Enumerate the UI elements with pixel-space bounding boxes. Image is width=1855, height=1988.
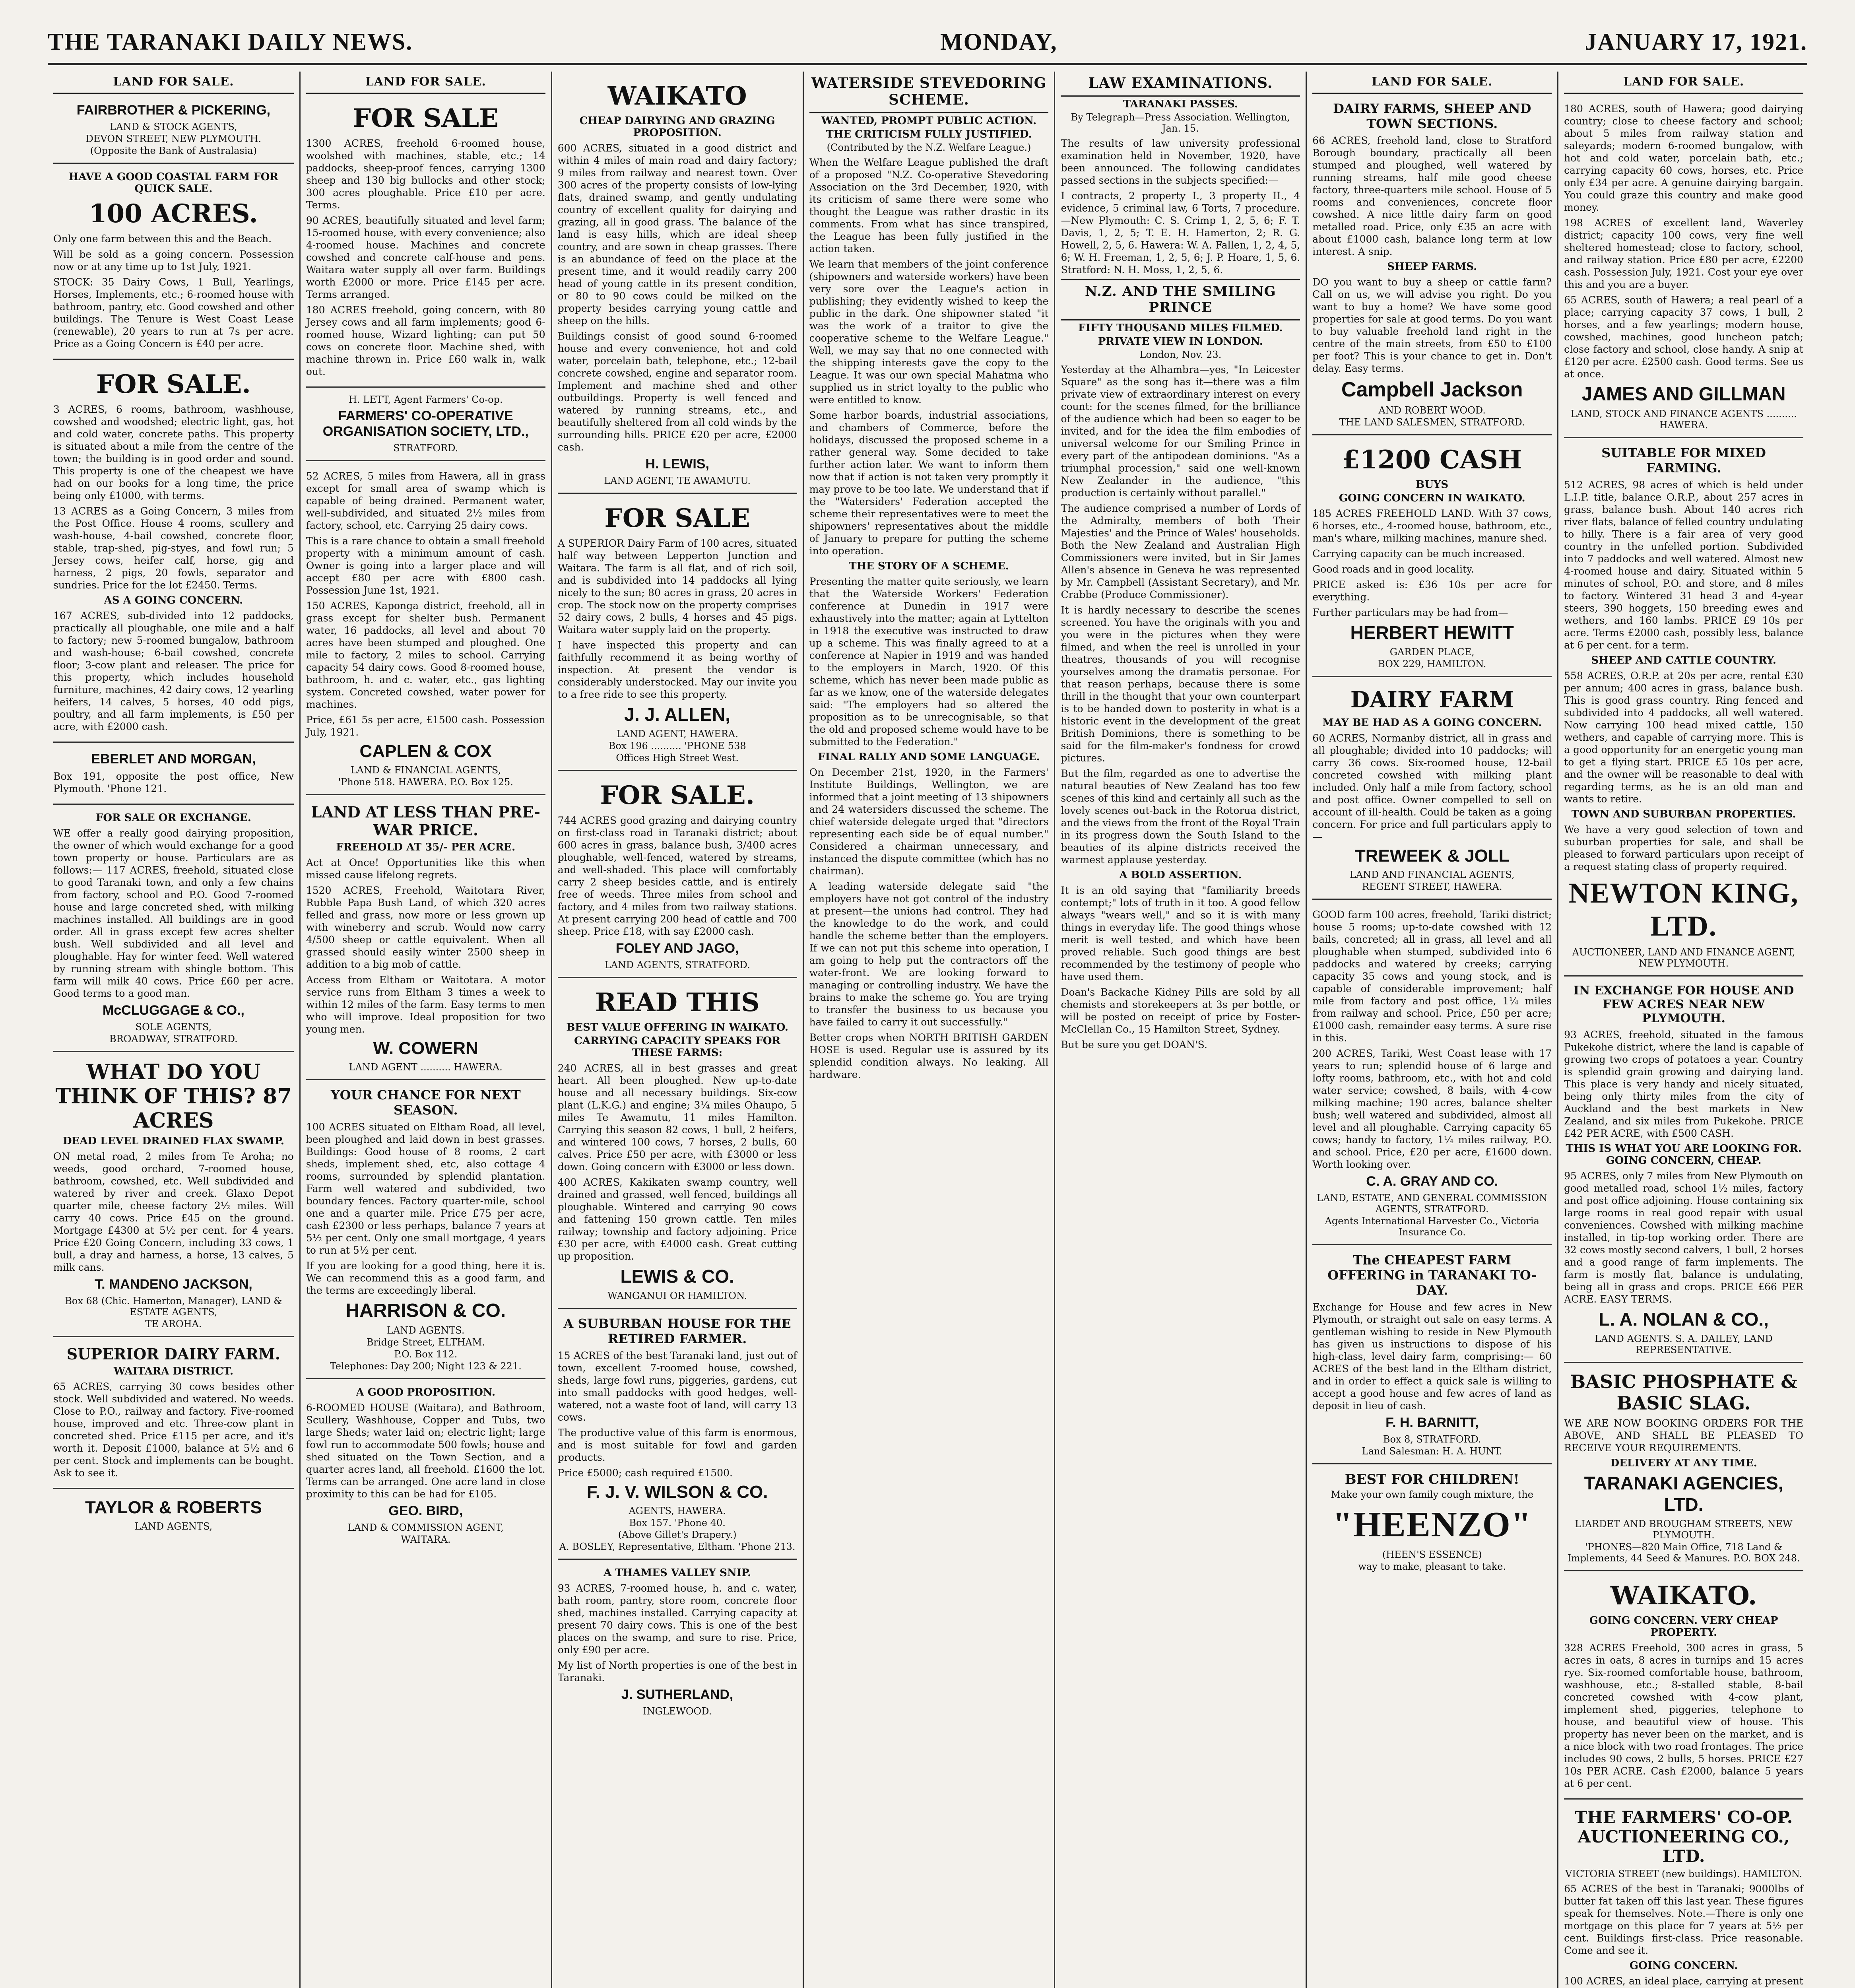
advert	[1564, 1363, 1803, 1571]
advert-text: My list of North properties is one of the best in Taranaki.	[557, 1660, 797, 1683]
article-paragraph: On December 21st, 1920, in the Farmers' Institute Buildings, Wellington, we are informed that a joint meeting of 13 shipowners and 24 watersiders discussed the scheme. The chief waterside delegate urged that "directors representing each side be of equal number." Considered a chairman unnecessary, and instanced the dispute committee (which has no chairman).	[809, 767, 1049, 877]
agent-line: AGENTS, HAWERA.	[629, 1505, 726, 1516]
advert-text: 13 ACRES as a Going Concern, 3 miles from the Post Office. House 4 rooms, scullery and wash-house, 4-bail cowshed, concrete floor, stable, trap-shed, pig-styes, and fowl run; 5 Jersey cows, heifer calf, horse, gig and harness, 2 pigs, 20 fowls, separator and sundries. Price for the lot £2450. Terms.	[53, 505, 294, 591]
advert-subheading: TOWN AND SUBURBAN PROPERTIES.	[1571, 808, 1796, 820]
agent-address: Box 191, opposite the post office, New Plymouth. 'Phone 121.	[53, 771, 294, 794]
advert	[1312, 1464, 1552, 1578]
advert-text: 198 ACRES of excellent land, Waverley district; capacity 100 cows, very fine well sheltered homestead; close to factory, school, and railway station. Price £80 per acre, £2200 cash. Possession July, 1921. Cost your eye over this and you are a buyer.	[1564, 217, 1804, 290]
agent-name: J. J. ALLEN,	[624, 704, 730, 725]
article-paragraph: It is an old saying that "familiarity breeds contempt;" lots of truth in it too. A good fellow always "wears well," and so it is with many things in everyday life. The good things whose merit is well tested, and which have been proved reliable. Such good things are best recommended by the testimony of people who have used them.	[1061, 885, 1300, 982]
heenzo-logo: "HEENZO"	[1332, 1505, 1532, 1544]
advert-heading: DAIRY FARMS, SHEEP AND TOWN SECTIONS.	[1333, 101, 1531, 131]
advert-subheading: GOING CONCERN IN WAIKATO.	[1339, 492, 1525, 504]
advert	[558, 978, 797, 1309]
advert-title: WHAT DO YOU THINK OF THIS? 87 ACRES	[55, 1060, 292, 1133]
advert-text: 60 ACRES, Normanby district, all in grass and all ploughable; divided into 10 paddocks; will carry 36 cows. Six-roomed house, 12-bail concreted cowshed with milking plant included. Only half a mile from factory, school and post office. Owner compelled to sell on account of ill-health. Could be taken as a going concern. For price and full particulars apply to—	[1312, 732, 1552, 843]
advert-text: Good roads and in good locality.	[1312, 563, 1474, 575]
agent-name: J. SUTHERLAND,	[621, 1687, 733, 1702]
advert	[558, 1309, 797, 1560]
advert	[306, 795, 545, 1080]
article-subhead: FINAL RALLY AND SOME LANGUAGE.	[818, 751, 1040, 763]
article-subhead: PRIVATE VIEW IN LONDON.	[1098, 336, 1263, 348]
agent-line: STRATFORD.	[393, 443, 458, 454]
advert-subheading: GOING CONCERN.	[1629, 1960, 1738, 1972]
advert-text: 150 ACRES, Kaponga district, freehold, all in grass except for shelter bush. Permanent water, 16 paddocks, all level and about 70 acres have been stumped and ploughed. One mile to factory, 2 miles to school. Carrying capacity 54 dairy cows. Good 8-roomed house, bathroom, h. and c. water, etc., gas lighting system. Concreted cowshed, water power for machines.	[306, 600, 545, 710]
advert	[306, 1080, 545, 1379]
agent-name: W. COWERN	[373, 1039, 478, 1058]
agent-line: LIARDET AND BROUGHAM STREETS, NEW PLYMOUTH.	[1575, 1518, 1793, 1541]
advert-title: WAIKATO	[607, 81, 747, 111]
advert-text: 52 ACRES, 5 miles from Hawera, all in grass except for small area of swamp which is capable of being drained. Permanent water, well-subdivided, and situated 2½ miles from factory, school, etc. Carrying 25 dairy cows.	[306, 470, 545, 531]
agent-line: REGENT STREET, HAWERA.	[1362, 881, 1502, 892]
agent-name: HARRISON & CO.	[345, 1300, 506, 1321]
advert-text: 180 ACRES freehold, going concern, with 80 Jersey cows and all farm implements; good 6-roomed house, Wizard lighting; can put 50 cows on concrete floor. Machine shed, with machine thrown in. Price £60 walk in, walk out.	[306, 304, 545, 377]
article-paragraph: I contracts, 2 property I., 3 property II., 4 evidence, 5 criminal law, 6 Torts, 7 procedure.—New Plymouth: C. S. Crimp 1, 2, 5, 6; F. T. Davis, 1, 2, 5; T. E. H. Hamerton, 2; R. G. Howell, 2, 5, 6. Hawera: W. A. Fallen, 1, 2, 4, 5, 6; W. H. Freeman, 1, 2, 5, 6; J. P. Hoare, 1, 5, 6. Stratford: N. H. Moss, 1, 2, 5, 6.	[1061, 190, 1300, 276]
advert	[1312, 900, 1552, 1245]
advert-title: DAIRY FARM	[1350, 687, 1514, 713]
advert	[1564, 94, 1803, 438]
agent-name: LEWIS & CO.	[620, 1266, 734, 1287]
advert-subheading: BEST VALUE OFFERING IN WAIKATO.	[566, 1021, 788, 1033]
agent-line: WAITARA.	[401, 1534, 451, 1545]
agent-line: SOLE AGENTS,	[135, 1021, 212, 1033]
article-dateline: London, Nov. 23.	[1139, 349, 1222, 360]
advert-text: 65 ACRES, carrying 30 cows besides other stock. Well subdivided and watered. No weeds. Close to P.O., railway and factory. Five-roomed house, improved and etc. Three-cow plant in concreted shed. Price £115 per acre, and it's worth it. Deposit £1000, balance at 5½ and 6 per cent. Stock and implements can be bought. Ask to see it.	[53, 1381, 294, 1479]
column-heading: LAND FOR SALE.	[306, 72, 545, 94]
advert-title: FOR SALE.	[600, 780, 755, 810]
article-paragraph: But the film, regarded as one to advertise the natural beauties of New Zealand has too few scenes of this kind and certainly all such as the lovely scenes out-back in the Rotorua district, and the views from the front of the Royal Train in its progress down the South Island to the beauties of its alpine districts received the warmest applause yesterday.	[1061, 768, 1300, 866]
column-6	[1306, 72, 1557, 1988]
advert-text: Will be sold as a going concern. Possession now or at any time up to 1st July, 1921.	[53, 248, 294, 272]
advert	[53, 94, 294, 164]
advert-heading: YOUR CHANCE FOR NEXT SEASON.	[330, 1087, 521, 1118]
agent-line: AND ROBERT WOOD.	[1378, 405, 1486, 416]
masthead-date: JANUARY 17, 1921.	[1585, 28, 1807, 55]
advert-text: Act at Once! Opportunities like this when missed cause lifelong regrets.	[306, 857, 545, 881]
agent-line: (Above Gillet's Drapery.)	[618, 1529, 737, 1540]
column-heading: LAND FOR SALE.	[1312, 72, 1552, 94]
advert-text: 3 ACRES, 6 rooms, bathroom, washhouse, cowshed and woodshed; electric light, gas, hot and cold water, concrete paths. This property is situated about a mile from the centre of the town; the building is in good order and sound. This property is one of the cheapest we have had on our books for a long time, the price being only £1000, with terms.	[53, 404, 294, 501]
agent-line: LAND AGENT, HAWERA.	[616, 728, 738, 740]
advert-subheading: SHEEP FARMS.	[1387, 261, 1477, 273]
agent-name: GEO. BIRD,	[388, 1503, 463, 1518]
advert-text: Buildings consist of good sound 6-roomed house and every convenience, hot and cold water, porcelain bath, telephone, etc.; 12-bail concrete cowshed, engine and separator room. Implement and machine shed and other outbuildings. Property is well fenced and watered by running streams, etc., and beautifully sheltered from all cold winds by the surrounding hills. PRICE £20 per acre, £2000 cash.	[557, 330, 797, 453]
agent-name: C. A. GRAY AND CO.	[1366, 1174, 1498, 1189]
advert-subheading: SHEEP AND CATTLE COUNTRY.	[1591, 654, 1776, 666]
agent-name: L. A. NOLAN & CO.,	[1599, 1309, 1769, 1330]
column-3	[551, 72, 803, 1988]
column-5	[1054, 72, 1306, 1988]
advert	[1564, 438, 1803, 977]
advert	[306, 388, 545, 461]
column-4	[803, 72, 1054, 1988]
advert-text: 400 ACRES, Kakikaten swamp country, well drained and grassed, well fenced, buildings all ploughable. Wintered and carrying 90 cows and fattening 150 grown cattle. Ten miles railway; township and factory adjoining. Price £30 per acre, with £4000 cash. Great cutting up proposition.	[557, 1176, 797, 1262]
advert-subheading: THIS IS WHAT YOU ARE LOOKING FOR. GOING CONCERN, CHEAP.	[1566, 1143, 1802, 1167]
advert-heading: HAVE A GOOD COASTAL FARM FOR QUICK SALE.	[68, 171, 279, 195]
article-paragraph: Presenting the matter quite seriously, we learn that the Waterside Workers' Federation conference at Dunedin in 1917 were exhaustively into the matter; again at Lyttelton in 1918 the executive was instructed to draw up a scheme. This was finally agreed to at a conference at Napier in 1919 and was handed to the employers in March, 1920. Of this scheme, which has never been made public as far as we know, one of the waterside delegates said: "The employers had so altered the proposition as to be unrecognisable, so that the old and proposed scheme would have to be submitted to the Federation."	[809, 576, 1049, 747]
agent-name: H. LEWIS,	[645, 456, 709, 472]
agent-line: LAND AGENTS. S. A. DAILEY, LAND REPRESENTATIVE.	[1595, 1333, 1773, 1355]
agent-line: TE AROHA.	[145, 1318, 202, 1330]
advert-text: Access from Eltham or Waitotara. A motor service runs from Eltham 3 times a week to within 12 miles of the farm. Easy terms to men who will improve. Ideal proposition for two young men.	[306, 974, 545, 1035]
agent-name: FOLEY AND JAGO,	[615, 941, 739, 956]
advert-text: PRICE asked is: £36 10s per acre for everything.	[1312, 579, 1552, 603]
advert-text: 93 ACRES, 7-roomed house, h. and c. water, bath room, pantry, store room, concrete floor shed, machines installed. Carrying capacity at present 70 dairy cows. This is one of the best places on the swamp, and sure to rise. Price, only £90 per acre.	[557, 1582, 797, 1656]
agent-line: BOX 229, HAMILTON.	[1378, 658, 1486, 670]
advert-text: 328 ACRES Freehold, 300 acres in grass, 5 acres in oats, 8 acres in turnips and 15 acres rye. Six-roomed comfortable house, bathroom, washhouse, etc.; 8-stalled stable, 8-bail concreted cowshed with 4-cow plant, implement shed, piggeries, telephone to house, and beautiful view of house. This property has never been on the market, and is a nice block with two road frontages. The price includes 90 cows, 2 bulls, 5 horses. PRICE £27 10s PER ACRE. Cash £2000, balance 5 years at 6 per cent.	[1564, 1642, 1804, 1789]
advert-title: WAIKATO.	[1610, 1581, 1757, 1611]
advert	[53, 1052, 294, 1337]
masthead	[48, 24, 1807, 60]
agent-line: Land Salesman: H. A. HUNT.	[1362, 1446, 1502, 1457]
article-headline: WATERSIDE STEVEDORING SCHEME.	[809, 72, 1049, 113]
advert-title: SUPERIOR DAIRY FARM.	[66, 1345, 281, 1363]
agent-line: LAND AGENTS, STRATFORD.	[604, 959, 750, 971]
agent-line: DEVON STREET, NEW PLYMOUTH.	[85, 133, 262, 144]
advert	[1312, 1245, 1552, 1464]
agent-name: F. H. BARNITT,	[1385, 1415, 1479, 1430]
agent-line: LAND AGENTS,	[134, 1521, 213, 1532]
agent-name: TAYLOR & ROBERTS	[85, 1498, 262, 1517]
article-paragraph: When the Welfare League published the draft of a proposed "N.Z. Co-operative Stevedoring Association on the 3rd December, 1920, with its criticism of same there were some who thought the League was rather drastic in its comments. From what has since transpired, the League has been fully justified in the action taken.	[809, 157, 1049, 254]
advert-tagline: way to make, pleasant to take.	[1358, 1561, 1506, 1572]
advert	[306, 94, 545, 388]
masthead-rule	[48, 63, 1807, 65]
agent-name: CAPLEN & COX	[359, 742, 492, 761]
advert	[53, 743, 294, 805]
agent-line: Bridge Street, ELTHAM.	[366, 1337, 485, 1348]
agent-line: 'PHONES—820 Main Office, 718 Land & Implements, 44 Seed & Manures. P.O. BOX 248.	[1567, 1541, 1800, 1564]
article-subhead: FIFTY THOUSAND MILES FILMED.	[1078, 322, 1283, 334]
advert-title: £1200 CASH	[1342, 445, 1522, 475]
advert-title: FOR SALE.	[96, 369, 251, 399]
advert	[306, 461, 545, 795]
advert	[558, 494, 797, 771]
advert-text: 744 ACRES good grazing and dairying country on first-class road in Taranaki district; about 600 acres in grass, balance bush, 3/400 acres ploughable, well-fenced, watered by streams, and well-shaded. This place will comfortably carry 2 sheep besides cattle, and is entirely free of weeds. Three miles from school and factory, and 4 miles from two railway stations. At present carrying 200 head of cattle and 700 sheep. Price £18, with say £2000 cash.	[557, 815, 797, 937]
advert-text: Price, £61 5s per acre, £1500 cash. Possession July, 1921.	[306, 714, 545, 738]
agent-line: VICTORIA STREET (new buildings). HAMILTON.	[1565, 1868, 1802, 1879]
agent-line: LAND AGENT, TE AWAMUTU.	[604, 475, 751, 486]
agent-line: LAND AGENTS.	[387, 1325, 465, 1336]
advert	[53, 1489, 294, 1538]
agent-line: H. LETT, Agent Farmers' Co-op.	[348, 394, 503, 405]
masthead-day: MONDAY,	[940, 28, 1058, 55]
advert-subheading: FREEHOLD AT 35/- PER ACRE.	[336, 841, 516, 853]
advert-text: 100 ACRES situated on Eltham Road, all level, been ploughed and laid down in best grasses. Buildings: Good house of 8 rooms, 2 cart sheds, implement shed, etc, also cottage 4 rooms, surrounded by splendid plantation. Farm well watered and subdivided, two boundary fences. Factory quarter-mile, school one and a quarter mile. Price £75 per acre, cash £2300 or less perhaps, balance 7 years at 5½ per cent. Only one small mortgage, 4 years to run at 5½ per cent.	[306, 1121, 545, 1256]
advert-heading: SUITABLE FOR MIXED FARMING.	[1601, 445, 1766, 476]
advert-subheading: DEAD LEVEL DRAINED FLAX SWAMP.	[62, 1135, 284, 1147]
advert	[1564, 977, 1803, 1363]
advert-title: FOR SALE	[604, 503, 750, 533]
agent-line: LAND, STOCK AND FINANCE AGENTS .......... HAWERA.	[1570, 408, 1797, 431]
advert	[558, 1560, 797, 1723]
article-paragraph: A leading waterside delegate said "the employers have not got control of the industry at present—the unions had control. They had the knowledge to do the work, and could handle the scheme better than the employers. If we can not put this scheme into operation, I am going to help put the contractors off the water-front. We are looking forward to managing or controlling industry. We have the brains to make the scheme go. You are trying to transfer the business to us because you have failed to carry it out successfully."	[809, 881, 1049, 1028]
advert-heading: BEST FOR CHILDREN!	[1345, 1472, 1519, 1487]
advert-acreage: 100 ACRES.	[89, 199, 258, 229]
agent-name: T. MANDENO JACKSON,	[95, 1277, 252, 1292]
agent-line: Offices High Street West.	[616, 752, 739, 763]
agent-line: Box 196 .......... 'PHONE 538	[608, 740, 746, 751]
advert	[1312, 435, 1552, 677]
agent-line: LAND AND FINANCIAL AGENTS,	[1349, 869, 1515, 880]
agent-line: (Opposite the Bank of Australasia)	[90, 145, 257, 156]
article-headline: N.Z. AND THE SMILING PRINCE	[1061, 279, 1300, 320]
advert-heading: A GOOD PROPOSITION.	[356, 1386, 496, 1398]
advert-text: WE ARE NOW BOOKING ORDERS FOR THE ABOVE, AND SHALL BE PLEASED TO RECEIVE YOUR REQUIREMENTS.	[1564, 1417, 1804, 1454]
agent-name: Campbell Jackson	[1341, 378, 1523, 401]
advert-text: Exchange for House and few acres in New Plymouth, or straight out sale on easy terms. A gentleman wishing to reside in New Plymouth has given us instructions to dispose of his high-class, level dairy farm, comprising:— 60 ACRES of the best land in the Eltham district, and in order to effect a quick sale is willing to accept a good house and few acres of land as deposit in lieu of cash.	[1312, 1301, 1552, 1411]
advert-title: LAND AT LESS THAN PRE-WAR PRICE.	[311, 803, 540, 839]
advert	[558, 72, 797, 494]
advert-text: 558 ACRES, O.R.P. at 20s per acre, rental £30 per annum; 400 acres in grass, balance bush. This is good grass country. Ring fenced and subdivided into 4 paddocks, all well watered. Now carrying 100 head mixed cattle, 150 wethers, and capable of carrying more. This is a good opportunity for an energetic young man to get a flying start. PRICE £5 10s per acre, and the owner will be reasonable to deal with regarding terms, as he is an old man and wants to retire.	[1564, 670, 1804, 805]
advert-text: This is a rare chance to obtain a small freehold property with a minimum amount of cash. Owner is going into a larger place and will accept £80 per acre with £800 cash. Possession June 1st, 1921.	[306, 535, 545, 596]
advert-subheading: CARRYING CAPACITY SPEAKS FOR THESE FARMS:	[574, 1035, 781, 1059]
advert	[1564, 1571, 1803, 1800]
article-paragraph: We learn that members of the joint conference (shipowners and waterside workers) have been very sore over the League's action in publishing; they evidently wished to keep the public in the dark. One shipowner stated "it was the work of a traitor to give the cooperative scheme to the Welfare League." Well, we may say that no one connected with the shipping interests gave the copy to the League. It was our own special Mahatma who supplied us in strict loyalty to the public who were entitled to know.	[809, 258, 1049, 406]
advert-heading: IN EXCHANGE FOR HOUSE AND FEW ACRES NEAR NEW PLYMOUTH.	[1573, 984, 1794, 1025]
advert-text: Carrying capacity can be much increased.	[1312, 548, 1525, 559]
article-dateline: By Telegraph—Press Association. Wellington, Jan. 15.	[1071, 112, 1290, 134]
article-subhead: WANTED, PROMPT PUBLIC ACTION.	[821, 115, 1037, 127]
advert-text: 66 ACRES, freehold land, close to Stratford Borough boundary, practically all been stumped and ploughed, well watered by running streams, half mile good cheese factory, three-quarters mile school. House of 5 rooms and conveniences, concrete floor cowshed. A nice little dairy farm on good metalled road. Price, only £35 an acre with about £1000 cash, balance long term at low interest. A snip.	[1312, 135, 1552, 257]
advert-text: 180 ACRES, south of Hawera; good dairying country; close to cheese factory and school; about 5 miles from railway station and saleyards; modern 6-roomed bungalow, with hot and cold water, porcelain bath, etc.; carrying capacity 60 cows, horses, etc. Price only £34 per acre. A genuine dairying bargain. You could graze this country and make good money.	[1564, 103, 1804, 213]
advert-title: THE FARMERS' CO-OP. AUCTIONEERING CO., LTD.	[1574, 1807, 1793, 1866]
advert-text: The productive value of this farm is enormous, and is most suitable for fowl and garden products.	[557, 1427, 797, 1463]
advert-title: READ THIS	[595, 988, 760, 1017]
agent-line: BROADWAY, STRATFORD.	[109, 1033, 238, 1044]
advert	[53, 164, 294, 360]
masthead-title: THE TARANAKI DAILY NEWS.	[48, 28, 413, 55]
advert-text: 65 ACRES, south of Hawera; a real pearl of a place; carrying capacity 37 cows, 1 bull, 2 horses, and a few yearlings; modern house, cowshed, machines, good luncheon patch; close factory and school, close handy. A snip at £120 per acre. £2500 cash. Good terms. See us at once.	[1564, 294, 1804, 380]
column-2	[299, 72, 551, 1988]
advert	[558, 771, 797, 978]
agent-name: F. J. V. WILSON & CO.	[586, 1482, 768, 1502]
article-subhead: A BOLD ASSERTION.	[1119, 869, 1242, 881]
article-paragraph: But be sure you get DOAN'S.	[1061, 1039, 1207, 1050]
advert	[53, 360, 294, 743]
advert-tagline: (HEEN'S ESSENCE)	[1382, 1549, 1482, 1560]
agent-line: LAND, ESTATE, AND GENERAL COMMISSION AGENTS, STRATFORD.	[1317, 1192, 1548, 1215]
agent-line: 'Phone 518. HAWERA. P.O. Box 125.	[338, 777, 513, 788]
agent-line: P.O. Box 112.	[394, 1349, 458, 1360]
advert-text: 95 ACRES, only 7 miles from New Plymouth on good metalled road, school 1½ miles, factory and post office adjoining. House containing six large rooms in real good repair with usual conveniences. Cowshed with milking machine installed, in tip-top working order. There are 32 cows mostly second calvers, 1 bull, 2 horses and a good range of farm implements. The farm is mostly flat, balance is undulating, being all in grass and crops. PRICE £66 PER ACRE. EASY TERMS.	[1564, 1170, 1804, 1305]
advert-text: Price £5000; cash required £1500.	[557, 1467, 733, 1479]
advert	[1564, 1800, 1803, 1988]
agent-line: LAND & STOCK AGENTS,	[110, 121, 237, 132]
advert-text: Only one farm between this and the Beach.	[53, 233, 272, 245]
advert-title: BASIC PHOSPHATE & BASIC SLAG.	[1570, 1371, 1797, 1414]
column-1	[48, 72, 299, 1988]
article-credit: (Contributed by the N.Z. Welfare League.)	[827, 142, 1031, 153]
agent-line: WANGANUI OR HAMILTON.	[607, 1290, 747, 1301]
article-paragraph: The audience comprised a number of Lords of the Admiralty, members of both Their Majesties' and the Prince of Wales' households. Both the New Zealand and Australian High Commissioners were invited, but in Sir James Allen's absence in Geneva he was represented by Mr. Campbell (Assistant Secretary), and Mr. Crabbe (Produce Commissioner).	[1061, 503, 1300, 600]
advert-text: 600 ACRES, situated in a good district and within 4 miles of main road and dairy factory; 9 miles from railway and nearest town. Over 300 acres of the property consists of low-lying flats, drained swamp, and gently undulating country of excellent quality for dairying and grazing, all in good grass. The balance of the land is easy hills, which are ideal sheep country, and are sown in cheap grasses. There is an abundance of feed on the place at the present time, and it would readily carry 200 head of young cattle in its present condition, or 80 to 90 cows could be milked on the property besides carrying young cattle and sheep on the hills.	[557, 142, 797, 326]
advert-text: If you are looking for a good thing, here it is. We can recommend this as a good farm, and the terms are exceedingly liberal.	[306, 1260, 545, 1296]
agent-name: TREWEEK & JOLL	[1354, 846, 1510, 866]
advert-heading: FOR SALE OR EXCHANGE.	[95, 812, 251, 824]
advert-text: 93 ACRES, freehold, situated in the famous Pukekohe district, where the land is capable of growing two crops of potatoes a year. Country is splendid grain growing and dairying land. This place is very handy and nicely situated, being only thirty miles from the city of Auckland and the best markets in New Zealand, and six miles from Pukekohe. PRICE £42 PER ACRE, with £500 CASH.	[1564, 1029, 1804, 1139]
agent-line: Telephones: Day 200; Night 123 & 221.	[330, 1361, 522, 1372]
agent-line: LAND & COMMISSION AGENT,	[347, 1522, 504, 1533]
advert-text: ON metal road, 2 miles from Te Aroha; no weeds, good orchard, 7-roomed house, bathroom, cowshed, etc. Well subdivided and watered by river and creek. Glaxo Depot quarter mile, cheese factory 2½ miles. Will carry 40 cows. Price £45 on the ground. Mortgage £4300 at 5½ per cent. for 4 years. Price £20 Going Concern, including 33 cows, 1 bull, a dray and harness, a horse, 13 calves, 5 milk cans.	[53, 1151, 294, 1273]
advert-text: We have a very good selection of town and suburban properties for sale, and shall be pleased to forward particulars upon receipt of a request stating class of property required.	[1564, 824, 1804, 872]
advert-heading: A THAMES VALLEY SNIP.	[603, 1567, 751, 1579]
agent-line: Box 8, STRATFORD.	[1383, 1434, 1481, 1445]
article-paragraph: It is hardly necessary to describe the scenes screened. You have the originals with you and you were in the pictures when they were filmed, and when the reel is unrolled in your theatres, thousands of you will recognise yourselves among the dramatis personae. For that reason perhaps, because there is some thrill in the thought that your own counterpart is to be handed down to posterity in what is a historic event in the development of the great British Dominions, there is something to be said for the film-maker's fondness for crowd pictures.	[1061, 604, 1300, 764]
agent-name: FARMERS' CO-OPERATIVE ORGANISATION SOCIETY, LTD.,	[322, 408, 529, 439]
column-heading: LAND FOR SALE.	[1564, 72, 1803, 94]
advert-text: 90 ACRES, beautifully situated and level farm; 15-roomed house, with every convenience; also 4-roomed house. Machines and concrete cowshed and concrete calf-house and pens. Waitara water supply all over farm. Buildings worth £2000 or more. Price £145 per acre. Terms arranged.	[306, 215, 545, 300]
agent-line: INGLEWOOD.	[643, 1706, 712, 1717]
article-paragraph: Yesterday at the Alhambra—yes, "In Leicester Square" as the song has it—there was a film private view of extraordinary interest on every count: for the scenes filmed, for the brilliance of the audience which had been so eager to be invited, and for the idea the film embodies of universal welcome for our Smiling Prince in every part of the antipodean dominions. "As a triumphal procession," said one well-known New Zealander in the audience, "this production is certainly without parallel."	[1061, 364, 1300, 499]
advert-text: A SUPERIOR Dairy Farm of 100 acres, situated half way between Lepperton Junction and Waitara. The farm is all flat, and of rich soil, and is subdivided into 14 paddocks all lying nicely to the sun; 80 acres in grass, 20 acres in crop. The stock now on the property comprises 52 dairy cows, 2 bulls, 4 horses and 45 pigs. Waitara water supply laid on the property.	[557, 538, 797, 635]
advert	[306, 1379, 545, 1551]
advert-text: Better crops when NORTH BRITISH GARDEN HOSE is used. Regular use is assured by its splendid condition always. No leaking. All hardware.	[809, 1032, 1049, 1080]
article-headline: LAW EXAMINATIONS.	[1061, 72, 1300, 97]
advert-text: 512 ACRES, 98 acres of which is held under L.I.P. title, balance O.R.P., about 257 acres in grass, balance bush. About 140 acres rich river flats, balance of felled country undulating to hilly. There is a fair area of very good country in the unfelled portion. Subdivided into 7 paddocks and well watered. Almost new 4-roomed house and dairy. Situated within 5 minutes of school, P.O. and store, and 8 miles to factory. Wintered 31 head 3 and 4-year steers, 390 hoggets, 150 breeding ewes and wethers, and 160 lambs. PRICE £9 10s per acre. Terms £2000 cash, possibly less, balance at 6 per cent. for a term.	[1564, 479, 1804, 651]
agent-name: HERBERT HEWITT	[1350, 622, 1514, 643]
agent-line: THE LAND SALESMEN, STRATFORD.	[1339, 417, 1525, 428]
advert-subheading: WAITARA DISTRICT.	[113, 1365, 233, 1377]
advert-subheading: AS A GOING CONCERN.	[104, 594, 243, 606]
advert-text: I have inspected this property and can faithfully recommend it as being worthy of inspection. At present the vendor is considerably understocked. May our invite you to a free ride to see this property.	[557, 639, 797, 700]
agent-line: AUCTIONEER, LAND AND FINANCE AGENT, NEW PLYMOUTH.	[1572, 947, 1795, 969]
agent-line: Agents International Harvester Co., Victoria Insurance Co.	[1325, 1215, 1539, 1238]
article-paragraph: The results of law university professional examination held in November, 1920, have been announced. The following candidates passed sections in the subjects specified:—	[1061, 138, 1300, 186]
advert-text: WE offer a really good dairying proposition, the owner of which would exchange for a good town property or house. Particulars are as follows:— 117 ACRES, freehold, situated close to good Taranaki town, and only a few chains from factory, school and P.O. Good 7-roomed house and large concreted shed, with milking machines installed. All buildings are in good order. All in grass except few acres shelter bush. Well subdivided and all level and ploughable. Hay for winter feed. Well watered by running stream with shingle bottom. This farm will milk 40 cows. Price £60 per acre. Good terms to a good man.	[53, 827, 294, 999]
columns	[48, 72, 1809, 1988]
agent-line: GARDEN PLACE,	[1389, 646, 1475, 658]
advert-text: 1300 ACRES, freehold 6-roomed house, woolshed with machines, stable, etc.; 14 paddocks, sheep-proof fences, carrying 1300 sheep and 130 big bullocks and other stock; 300 acres ploughable. Price £10 per acre. Terms.	[306, 138, 545, 211]
agent-name: FAIRBROTHER & PICKERING,	[76, 103, 271, 118]
advert-heading: A SUBURBAN HOUSE FOR THE RETIRED FARMER.	[563, 1316, 791, 1346]
advert-text: 6-ROOMED HOUSE (Waitara), and Bathroom, Scullery, Washhouse, Copper and Tubs, two large Sheds; water laid on; electric light; large fowl run to accommodate 500 fowls; house and shed situated on the Town Section, and a quarter acres land, all freehold. £1600 the lot. Terms can be arranged. One acre land in close proximity to this can be had for £105.	[306, 1402, 545, 1500]
advert-text: 167 ACRES, sub-divided into 12 paddocks, practically all ploughable, one mile and a half to factory; new 5-roomed bungalow, bathroom and wash-house; 6-bail cowshed, concrete floor; 3-cow plant and releaser. The price for this property, which includes household furniture, machines, 42 dairy cows, 12 yearling heifers, 14 calves, 5 horses, 40 odd pigs, poultry, and all farm implements, is £50 per acre, with £2000 cash.	[53, 610, 294, 732]
advert-subheading: MAY BE HAD AS A GOING CONCERN.	[1322, 717, 1542, 729]
advert-text: 200 ACRES, Tariki, West Coast lease with 17 years to run; splendid house of 6 large and lofty rooms, bathroom, etc., with hot and cold water service; cowshed, 8 bails, with 4-cow milking machine; 190 acres, balance shelter bush; well watered and subdivided, almost all level and all ploughable. Carrying capacity 65 cows; handy to factory, 1¼ miles railway, P.O. and school. Price, £20 per acre, £1600 down. Worth looking over.	[1312, 1048, 1552, 1170]
article-paragraph: Some harbor boards, industrial associations, and chambers of Commerce, before the holidays, discussed the proposed scheme in a rather general way. Some decided to take further action later. We want to inform them now that if action is not taken very promptly it may prove to be too late. We understand that if the "Watersiders' Federation accepted the scheme their representatives were to meet the shipowners' representatives about the middle of January to prepare for putting the scheme into operation.	[809, 410, 1049, 557]
advert	[53, 1337, 294, 1489]
agent-name: TARANAKI AGENCIES, LTD.	[1584, 1473, 1783, 1515]
agent-line: A. BOSLEY, Representative, Eltham. 'Phone 213.	[559, 1541, 796, 1552]
advert-text: GOOD farm 100 acres, freehold, Tariki district; house 5 rooms; up-to-date cowshed with 12 bails, concreted; all in grass, all level and all ploughable when stumped, subdivided into 6 paddocks and watered by creeks; carrying capacity 35 cows and young stock, and is capable of considerable improvement; half mile from factory and post office, 1¼ miles from railway and school. Price, £50 per acre; £1000 cash, remainder easy terms. A sure rise in this.	[1312, 909, 1552, 1044]
column-heading: LAND FOR SALE.	[53, 72, 294, 94]
advert-text: 65 ACRES of the best in Taranaki; 9000lbs of butter fat taken off this last year. These figures speak for themselves. Note.—There is only one mortgage on this place for 7 years at 5½ per cent. Buildings first-class. Price reasonable. Come and see it.	[1564, 1883, 1804, 1956]
advert-text: 185 ACRES FREEHOLD LAND. With 37 cows, 6 horses, etc., 4-roomed house, bathroom, etc., man's whare, milking machines, manure shed.	[1312, 508, 1552, 544]
column-7	[1557, 72, 1809, 1988]
article-subhead: THE STORY OF A SCHEME.	[849, 560, 1009, 572]
advert-heading: The CHEAPEST FARM OFFERING in TARANAKI TO-DAY.	[1327, 1252, 1537, 1298]
agent-line: Box 68 (Chic. Hamerton, Manager), LAND & ESTATE AGENTS,	[65, 1295, 282, 1318]
advert-text: 1520 ACRES, Freehold, Waitotara River, Rubble Papa Bush Land, of which 320 acres felled and grass, now more or less grown up with wineberry and scrub. Would now carry 4/500 sheep or cattle equivalent. When all grassed should easily winter 2500 sheep in addition to a big mob of cattle.	[306, 885, 545, 970]
agent-line: Box 157. 'Phone 40.	[629, 1517, 726, 1528]
agent-name: McCLUGGAGE & CO.,	[102, 1003, 244, 1018]
newton-king-logo: NEWTON KING, LTD.	[1568, 877, 1799, 942]
advert-tagline: Make your own family cough mixture, the	[1331, 1489, 1533, 1500]
advert-text: 15 ACRES of the best Taranaki land, just out of town, excellent 7-roomed house, cowshed, sheds, large fowl runs, piggeries, gardens, cut into small paddocks with good hedges, well-watered, not a waste foot of land, will carry 13 cows.	[557, 1350, 797, 1423]
agent-name: EBERLET AND MORGAN,	[91, 751, 256, 767]
advert	[53, 805, 294, 1052]
advert-text: 240 ACRES, all in best grasses and great heart. All been ploughed. New up-to-date house and all necessary buildings. Six-cow plant (L.K.G.) and engine; 3¼ miles Ohaupo, 5 miles Te Awamutu, 11 miles Hamilton. Carrying this season 82 cows, 1 bull, 2 heifers, and wintered 100 cows, 7 horses, 2 bulls, 60 calves. Price £50 per acre, with £3000 or less down. Going concern with £3000 or less down.	[557, 1062, 797, 1173]
advert-text: Further particulars may be had from—	[1312, 607, 1508, 618]
advert	[1312, 94, 1552, 435]
advert-text: 100 ACRES, an ideal place, carrying at present	[1564, 1975, 1804, 1987]
agent-line: LAND & FINANCIAL AGENTS,	[350, 765, 501, 776]
advert	[1312, 677, 1552, 900]
advert-title: FOR SALE	[353, 103, 499, 133]
advert-subheading: CHEAP DAIRYING AND GRAZING PROPOSITION.	[579, 115, 775, 139]
advert-text: STOCK: 35 Dairy Cows, 1 Bull, Yearlings, Horses, Implements, etc.; 6-roomed house with bathroom, pantry, etc. Good cowshed and other buildings. The Tenure is West Coast Lease (renewable), 20 years to run at 7s per acre. Price as a Going Concern is £40 per acre.	[53, 276, 294, 349]
advert-text: DO you want to buy a sheep or cattle farm? Call on us, we will advise you right. Do you want to buy a home? We have some good properties for sale at good terms. Do you want to buy valuable freehold land right in the centre of the main streets, from £50 to £100 per foot? This is your chance to get in. Don't delay. Easy terms.	[1312, 276, 1552, 374]
advert-subheading: DELIVERY AT ANY TIME.	[1610, 1457, 1757, 1469]
article-subhead: TARANAKI PASSES.	[1123, 98, 1238, 110]
agent-line: LAND AGENT .......... HAWERA.	[349, 1062, 503, 1073]
article-subhead: THE CRITICISM FULLY JUSTIFIED.	[826, 128, 1032, 140]
article-paragraph: Doan's Backache Kidney Pills are sold by all chemists and storekeepers at 3s per bottle, or will be posted on receipt of price by Foster-McClellan Co., 15 Hamilton Street, Sydney.	[1061, 986, 1300, 1035]
agent-name: JAMES AND GILLMAN	[1581, 384, 1786, 405]
advert-subheading: BUYS	[1416, 479, 1449, 491]
advert-subheading: GOING CONCERN. VERY CHEAP PROPERTY.	[1589, 1615, 1778, 1639]
